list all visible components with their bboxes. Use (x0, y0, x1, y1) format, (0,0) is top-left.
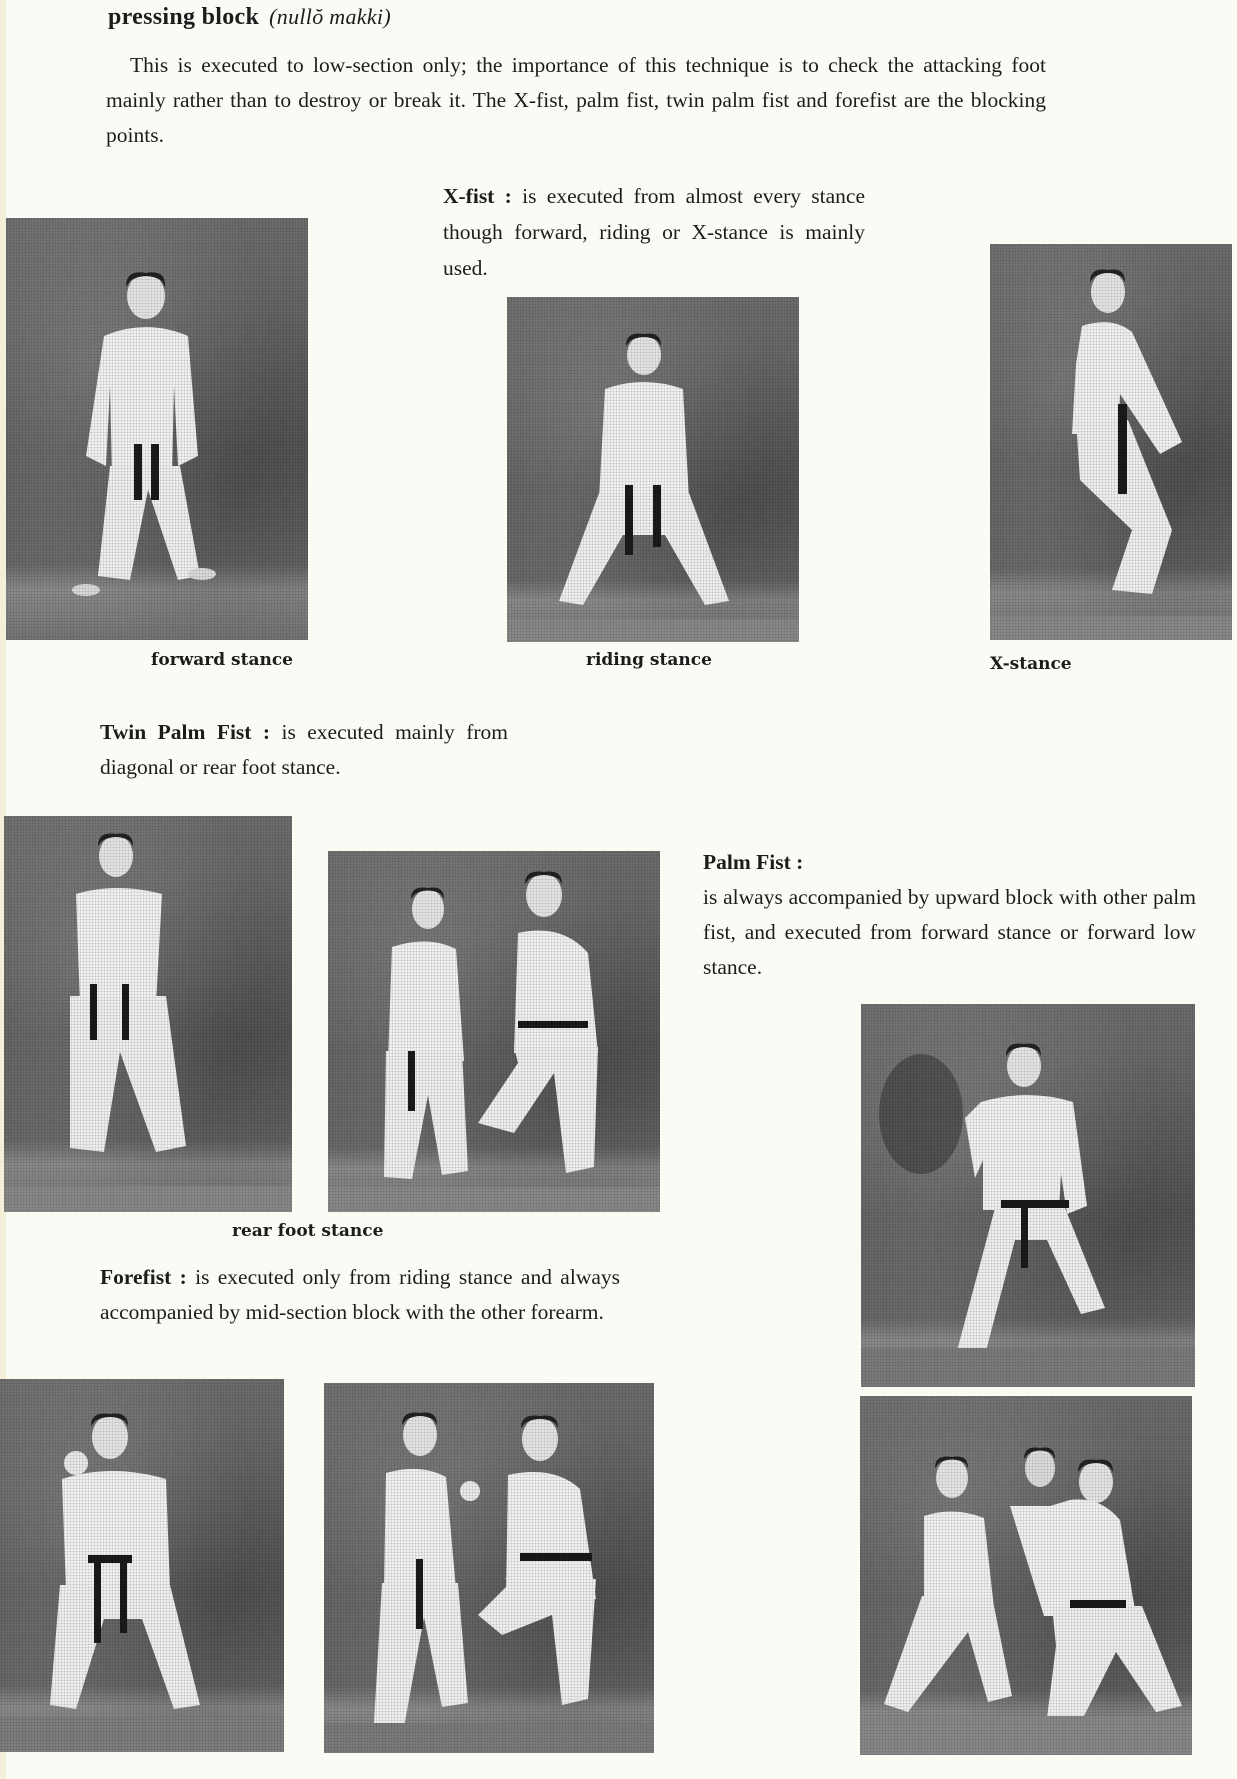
karate-figure-icon (0, 1379, 284, 1752)
native-term: (nullŏ makki) (269, 4, 391, 29)
intro-paragraph: This is executed to low-section only; the importance of this technique is to check the attacking foot mainly rather than to destroy or break it. The X-fist, palm fist, twin palm fist and forefist are the blocking points. (106, 53, 1046, 147)
photo-forefist-riding-stance (0, 1379, 284, 1752)
x-fist-body: is executed from almost every stance though forward, riding or X-stance is mainly used. (443, 184, 866, 280)
palm-fist-lead: Palm Fist : (703, 850, 804, 874)
photo-xfist-riding-stance (507, 297, 799, 642)
section-title (108, 4, 391, 31)
karate-figure-icon (990, 244, 1232, 640)
photo-forefist-application (324, 1383, 654, 1753)
caption-riding-stance: riding stance (586, 650, 712, 670)
palm-fist-body: is always accompanied by upward block with other palm fist, and executed from forward stance or forward low stance. (703, 885, 1196, 979)
photo-palm-fist-forward-stance (861, 1004, 1195, 1387)
karate-figure-icon (861, 1004, 1195, 1387)
twin-palm-fist-lead: Twin Palm Fist : (100, 720, 271, 744)
karate-figures-icon (860, 1396, 1192, 1755)
karate-figure-icon (4, 816, 292, 1212)
caption-x-stance: X-stance (990, 654, 1072, 674)
photo-xfist-x-stance (990, 244, 1232, 640)
x-fist-paragraph (443, 178, 865, 286)
karate-figures-icon (328, 851, 660, 1212)
karate-figure-icon (6, 218, 308, 640)
photo-twin-palm-rear-foot-stance (4, 816, 292, 1212)
photo-twin-palm-application (328, 851, 660, 1212)
forefist-lead: Forefist : (100, 1265, 187, 1289)
twin-palm-fist-paragraph (100, 715, 508, 785)
palm-fist-paragraph (703, 845, 1196, 985)
photo-palm-fist-application (860, 1396, 1192, 1755)
forefist-paragraph (100, 1260, 620, 1330)
photo-xfist-forward-stance (6, 218, 308, 640)
title-text: pressing block (108, 4, 260, 30)
forefist-body: is executed only from riding stance and always accompanied by mid-section block with the other forearm. (100, 1265, 621, 1324)
caption-rear-foot-stance: rear foot stance (232, 1221, 384, 1241)
x-fist-lead: X-fist : (443, 184, 512, 208)
karate-figures-icon (324, 1383, 654, 1753)
twin-palm-fist-body: is executed mainly from diagonal or rear foot stance. (100, 720, 509, 779)
karate-figure-icon (507, 297, 799, 642)
caption-forward-stance: forward stance (151, 650, 293, 670)
